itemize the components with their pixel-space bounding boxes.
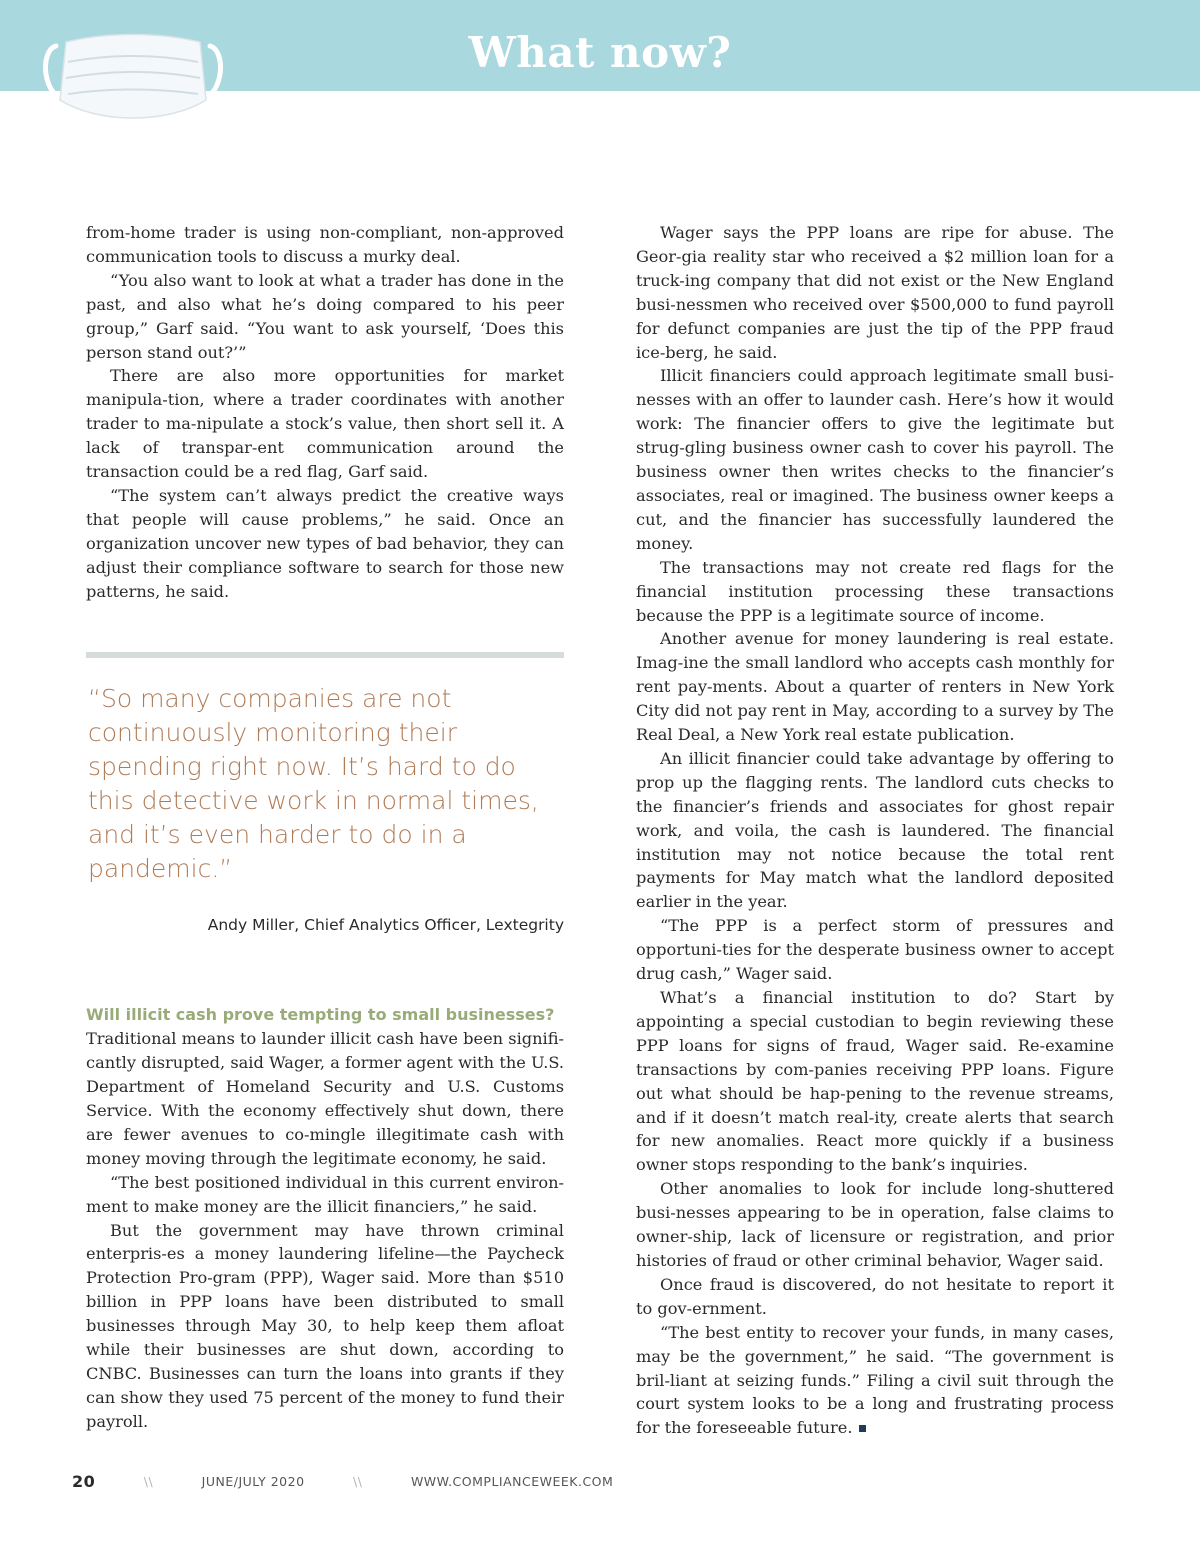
body-paragraph: What’s a financial institution to do? Start by appointing a special custodian to begin reviewing these PPP loans for signs of fraud, Wager said. Re-examine transactions by com-panies receiving PPP loans. Figure out what should be hap-pening to the revenue streams, and if it doesn’t match real-ity, create alerts that search for new anomalies. React more quickly if a business owner stops responding to the bank’s inquiries. xyxy=(636,988,1114,1175)
body-paragraph: Illicit financiers could approach legitimate small busi-nesses with an offer to launder cash. Here’s how it would work: The financier offers to give the legitimate but strug-gling business owner cash to cover his payroll. The business owner then writes checks to the financier’s associates, real or imagined. The business owner keeps a cut, and the financier has successfully laundered the money. xyxy=(636,366,1114,553)
body-paragraph: Wager says the PPP loans are ripe for abuse. The Geor-gia reality star who received a $2 million loan for a truck-ing company that did not exist or the New England busi-nessmen who received over $500,000 to fund payroll for defunct companies are just the tip of the PPP fraud ice-berg, he said. xyxy=(636,223,1114,362)
left-column xyxy=(86,221,564,1434)
pull-quote-attribution: Andy Miller, Chief Analytics Officer, Lextegrity xyxy=(207,915,564,934)
body-paragraph: Once fraud is discovered, do not hesitate to report it to gov-ernment. xyxy=(636,1274,1114,1318)
body-paragraph: There are also more opportunities for market manipula-tion, where a trader coordinates with another trader to ma-nipulate a stock’s value, then short sell it. A lack of transpar-ent communication around the transaction could be a red flag, Garf said. xyxy=(86,366,564,482)
website-link[interactable]: WWW.COMPLIANCEWEEK.COM xyxy=(410,1474,614,1489)
body-paragraph: An illicit financier could take advantage by offering to prop up the flagging rents. The landlord cuts checks to the financier’s friends and associates for ghost repair work, and voila, the cash is laundered. The financial institution may not notice because the total rent payments for May match what the landlord deposited earlier in the year. xyxy=(636,748,1114,912)
pull-quote-rule xyxy=(86,652,564,658)
issue-date: JUNE/JULY 2020 xyxy=(201,1474,305,1489)
pull-quote: “So many companies are not continuously monitoring their spending right now. It’s hard to do this detective work in normal times, and it’s even harder to do in a pandemic.” xyxy=(88,683,539,883)
body-paragraph: The transactions may not create red flags for the financial institution processing these transactions because the PPP is a legitimate source of income. xyxy=(636,557,1114,625)
last-paragraph-text: “The best entity to recover your funds, in many cases, may be the government,” he said. “The government is bril-liant at seizing funds.” Filing a civil suit through the court system looks to be a long and frustrating process for the foreseeable future. xyxy=(636,1322,1114,1438)
face-mask-icon xyxy=(38,28,228,138)
body-paragraph-last xyxy=(636,1321,1114,1441)
end-square-icon xyxy=(859,1425,866,1432)
body-paragraph: from-home trader is using non-compliant, non-approved communication tools to discuss a murky deal. xyxy=(86,223,564,266)
body-paragraph: “The best positioned individual in this current environ-ment to make money are the illicit financiers,” he said. xyxy=(86,1172,564,1216)
page-number: 20 xyxy=(72,1472,96,1491)
right-column xyxy=(636,221,1114,1440)
footer-separator: \\ xyxy=(143,1474,154,1489)
body-paragraph: “The PPP is a perfect storm of pressures and opportuni-ties for the desperate business owner to accept drug cash,” Wager said. xyxy=(636,916,1114,984)
page-title: What now? xyxy=(468,28,732,77)
body-paragraph: Another avenue for money laundering is real estate. Imag-ine the small landlord who accepts cash monthly for rent pay-ments. About a quarter of renters in New York City did not pay rent in May, according to a survey by The Real Deal, a New York real estate publication. xyxy=(636,629,1114,745)
body-paragraph: “The system can’t always predict the creative ways that people will cause problems,” he said. Once an organization uncover new types of bad behavior, they can adjust their compliance software to search for those new patterns, he said. xyxy=(86,485,564,601)
footer-separator: \\ xyxy=(353,1474,363,1489)
body-paragraph: Other anomalies to look for include long-shuttered busi-nesses appearing to be in operation, false claims to owner-ship, lack of licensure or registration, and prior histories of fraud or other criminal behavior, Wager said. xyxy=(636,1179,1114,1270)
body-paragraph: Traditional means to launder illicit cash have been signifi-cantly disrupted, said Wager, a former agent with the U.S. Department of Homeland Security and U.S. Customs Service. With the economy effectively shut down, there are fewer avenues to co-mingle illegitimate cash with money moving through the legitimate economy, he said. xyxy=(86,1029,564,1168)
body-paragraph: But the government may have thrown criminal enterpris-es a money laundering lifeline—the Paycheck Protection Pro-gram (PPP), Wager said. More than $510 billion in PPP loans have been distributed to small businesses through May 30, to help keep them afloat while their businesses are shut down, according to CNBC. Businesses can turn the loans into grants if they can show they used 75 percent of the money to fund their payroll. xyxy=(86,1220,564,1431)
section-subhead: Will illicit cash prove tempting to small businesses? xyxy=(86,1005,555,1025)
body-paragraph: “You also want to look at what a trader has done in the past, and also what he’s doing compared to his peer group,” Garf said. “You want to ask yourself, ‘Does this person stand out?’” xyxy=(86,270,564,362)
page-footer xyxy=(72,1472,613,1491)
